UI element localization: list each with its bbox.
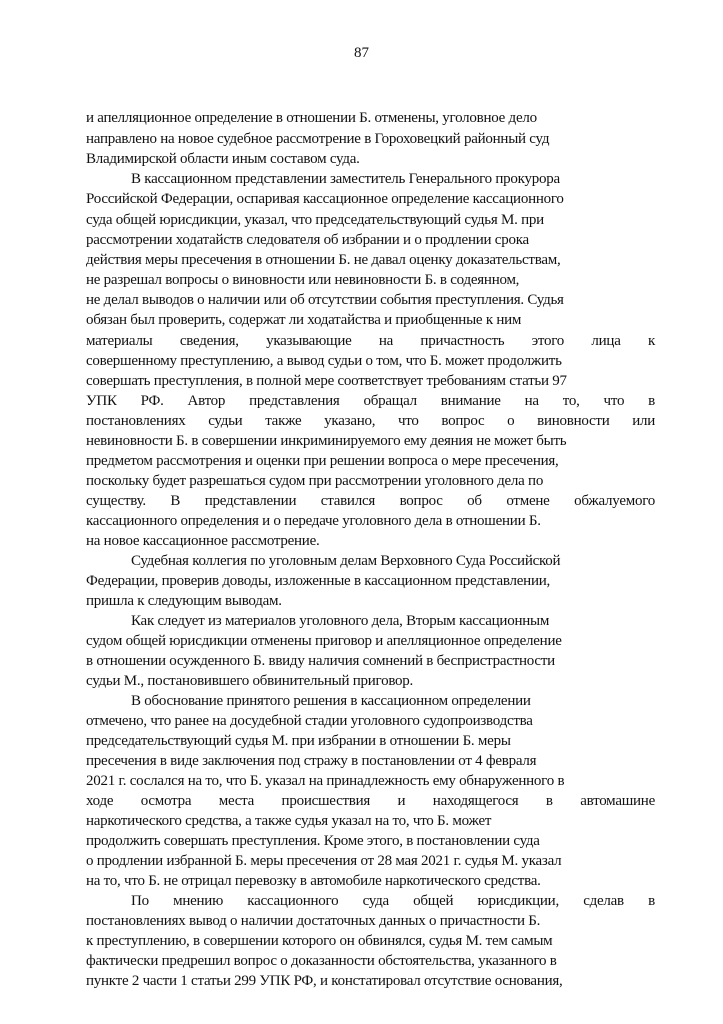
text-line: направлено на новое судебное рассмотрение в Гороховецкий районный суд: [86, 131, 550, 147]
text-line: суда общей юрисдикции, указал, что председательствующий судья М. при: [86, 212, 544, 228]
text-line: на новое кассационное рассмотрение.: [86, 533, 320, 549]
text-line: Судебная коллегия по уголовным делам Верховного Суда Российской: [131, 553, 561, 569]
text-line: УПК РФ. Автор представления обращал внимание на то, что в: [86, 393, 655, 409]
text-line: пункте 2 части 1 статьи 299 УПК РФ, и констатировал отсутствие основания,: [86, 973, 563, 989]
text-line: действия меры пресечения в отношении Б. не давал оценку доказательствам,: [86, 252, 561, 268]
text-line: фактически предрешил вопрос о доказанности обстоятельства, указанного в: [86, 953, 557, 969]
text-line: наркотического средства, а также судья указал на то, что Б. может: [86, 813, 492, 829]
text-line: невиновности Б. в совершении инкриминируемого ему деяния не может быть: [86, 433, 567, 449]
text-line: обязан был проверить, содержат ли ходатайства и приобщенные к ним: [86, 312, 522, 328]
text-line: не делал выводов о наличии или об отсутствии события преступления. Судья: [86, 292, 564, 308]
text-line: Российской Федерации, оспаривая кассационное определение кассационного: [86, 191, 564, 207]
text-line: кассационного определения и о передаче уголовного дела в отношении Б.: [86, 513, 541, 529]
text-line: о продлении избранной Б. меры пресечения от 28 мая 2021 г. судья М. указал: [86, 853, 562, 869]
text-line: пришла к следующим выводам.: [86, 593, 282, 609]
text-line: не разрешал вопросы о виновности или невиновности Б. в содеянном,: [86, 272, 520, 288]
text-line: в отношении осужденного Б. ввиду наличия сомнений в беспристрастности: [86, 653, 555, 669]
text-line: предметом рассмотрения и оценки при решении вопроса о мере пресечения,: [86, 453, 559, 469]
text-line: рассмотрении ходатайств следователя об избрании и о продлении срока: [86, 232, 529, 248]
text-line: отмечено, что ранее на досудебной стадии уголовного судопроизводства: [86, 713, 533, 729]
text-line: продолжить совершать преступления. Кроме этого, в постановлении суда: [86, 833, 540, 849]
text-line: к преступлению, в совершении которого он обвинялся, судья М. тем самым: [86, 933, 553, 949]
text-line: существу. В представлении ставился вопрос об отмене обжалуемого: [86, 493, 655, 509]
text-line: и апелляционное определение в отношении Б. отменены, уголовное дело: [86, 110, 537, 126]
text-line: судьи М., постановившего обвинительный приговор.: [86, 673, 414, 689]
text-line: совершенному преступлению, а вывод судьи о том, что Б. может продолжить: [86, 353, 562, 369]
text-line: постановлениях вывод о наличии достаточных данных о причастности Б.: [86, 913, 541, 929]
text-line: пресечения в виде заключения под стражу в постановлении от 4 февраля: [86, 753, 537, 769]
text-line: Как следует из материалов уголовного дела, Вторым кассационным: [131, 613, 550, 629]
page-number: 87: [354, 45, 369, 61]
text-line: совершать преступления, в полной мере соответствует требованиям статьи 97: [86, 373, 567, 389]
text-line: В обоснование принятого решения в кассационном определении: [131, 693, 531, 709]
text-line: ходе осмотра места происшествия и находящегося в автомашине: [86, 793, 655, 809]
text-line: Федерации, проверив доводы, изложенные в кассационном представлении,: [86, 573, 551, 589]
text-line: Владимирской области иным составом суда.: [86, 151, 360, 167]
text-line: председательствующий судья М. при избрании в отношении Б. меры: [86, 733, 511, 749]
text-line: По мнению кассационного суда общей юрисдикции, сделав в: [131, 893, 655, 909]
text-line: В кассационном представлении заместитель Генерального прокурора: [131, 171, 560, 187]
text-line: судом общей юрисдикции отменены приговор и апелляционное определение: [86, 633, 562, 649]
text-line: постановлениях судьи также указано, что вопрос о виновности или: [86, 413, 655, 429]
text-line: 2021 г. сослался на то, что Б. указал на принадлежность ему обнаруженного в: [86, 773, 565, 789]
text-line: материалы сведения, указывающие на причастность этого лица к: [86, 333, 655, 349]
text-line: поскольку будет разрешаться судом при рассмотрении уголовного дела по: [86, 473, 544, 489]
text-line: на то, что Б. не отрицал перевозку в автомобиле наркотического средства.: [86, 873, 541, 889]
